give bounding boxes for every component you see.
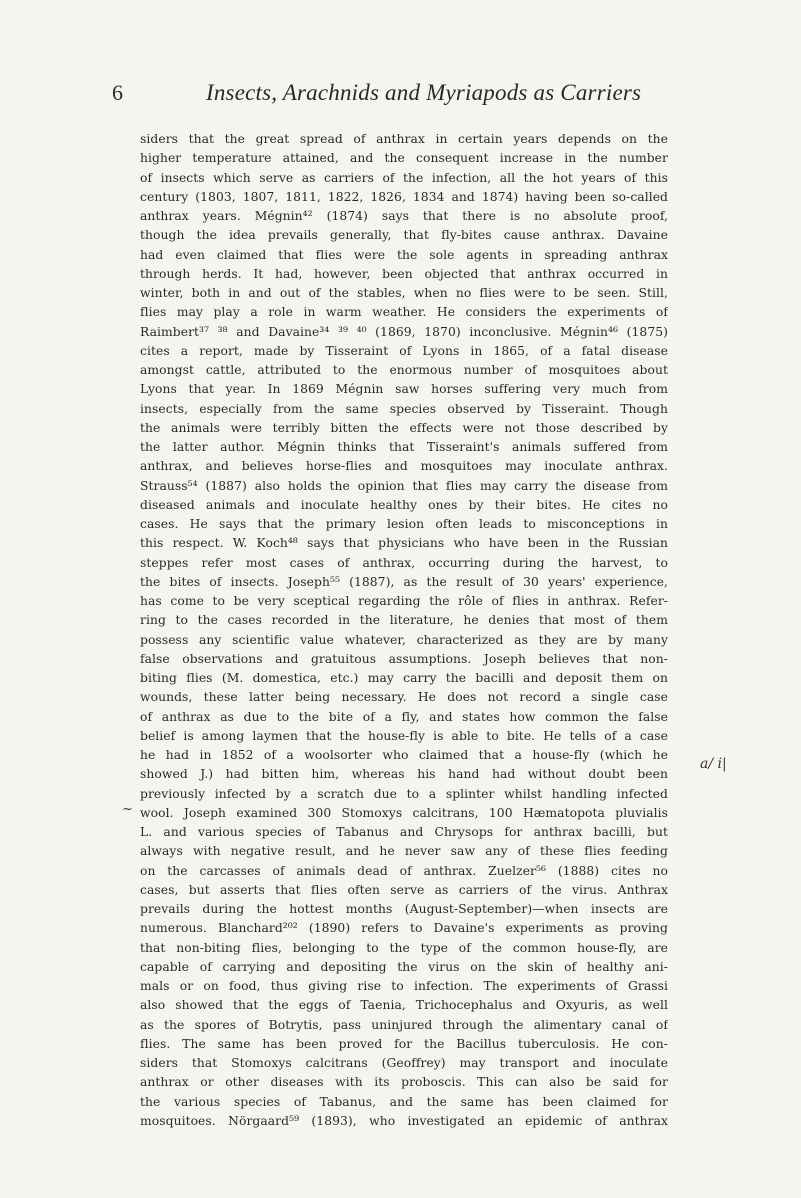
text-line: flies may play a role in warm weather. He considers the experiments of xyxy=(140,305,668,320)
text-line: anthrax years. Mégnin⁴² (1874) says that there is no absolute proof, xyxy=(140,209,668,223)
text-line: always with negative result, and he never saw any of these flies feeding xyxy=(140,844,668,859)
text-line: L. and various species of Tabanus and Chrysops for anthrax bacilli, but xyxy=(140,825,668,839)
page-number: 6 xyxy=(112,80,123,105)
text-line: cases, but asserts that flies often serve as carriers of the virus. Anthrax xyxy=(140,882,668,897)
text-line: wool. Joseph examined 300 Stomoxys calcitrans, 100 Hæmatopota pluvialis xyxy=(140,805,668,820)
text-line: false observations and gratuitous assumptions. Joseph believes that non- xyxy=(140,651,668,666)
text-line: the animals were terribly bitten the effects were not those described by xyxy=(140,420,668,435)
text-line: amongst cattle, attributed to the enormous number of mosquitoes about xyxy=(140,363,668,377)
handwritten-margin-mark: ~ xyxy=(122,802,133,817)
text-line: anthrax, and believes horse-flies and mosquitoes may inoculate anthrax. xyxy=(140,459,668,474)
text-line: cites a report, made by Tisseraint of Lyons in 1865, of a fatal disease xyxy=(140,343,668,358)
text-line: mals or on food, thus giving rise to infection. The experiments of Grassi xyxy=(140,979,668,993)
body-text xyxy=(140,130,668,1131)
text-line: through herds. It had, however, been objected that anthrax occurred in xyxy=(140,266,668,281)
text-line: the bites of insects. Joseph⁵⁵ (1887), as the result of 30 years' experience, xyxy=(140,574,668,589)
text-line: higher temperature attained, and the consequent increase in the number xyxy=(140,151,668,166)
text-line: numerous. Blanchard²⁰² (1890) refers to Davaine's experiments as proving xyxy=(140,921,668,936)
page-header xyxy=(112,80,672,108)
text-line: of insects which serve as carriers of the infection, all the hot years of this xyxy=(140,170,668,185)
text-line: showed J.) had bitten him, whereas his hand had without doubt been xyxy=(140,767,668,782)
text-line: century (1803, 1807, 1811, 1822, 1826, 1834 and 1874) having been so-called xyxy=(140,189,668,204)
text-line: though the idea prevails generally, that fly-bites cause anthrax. Davaine xyxy=(140,228,668,243)
text-line: had even claimed that flies were the sole agents in spreading anthrax xyxy=(140,247,668,262)
text-line: the various species of Tabanus, and the same has been claimed for xyxy=(140,1094,668,1109)
text-line: winter, both in and out of the stables, when no flies were to be seen. Still, xyxy=(140,286,668,300)
text-line: flies. The same has been proved for the Bacillus tuberculosis. He con- xyxy=(140,1036,668,1051)
text-line: possess any scientific value whatever, characterized as they are by many xyxy=(140,632,668,647)
text-line: diseased animals and inoculate healthy ones by their bites. He cites no xyxy=(140,497,668,512)
text-line: Raimbert³⁷ ³⁸ and Davaine³⁴ ³⁹ ⁴⁰ (1869, 1870) inconclusive. Mégnin⁴⁶ (1875) xyxy=(140,324,668,339)
text-line: on the carcasses of animals dead of anthrax. Zuelzer⁵⁶ (1888) cites no xyxy=(140,863,668,878)
text-line: biting flies (M. domestica, etc.) may carry the bacilli and deposit them on xyxy=(140,671,668,685)
text-line: capable of carrying and depositing the virus on the skin of healthy ani- xyxy=(140,959,668,974)
text-line: ring to the cases recorded in the literature, he denies that most of them xyxy=(140,613,668,628)
text-line: of anthrax as due to the bite of a fly, and states how common the false xyxy=(140,709,668,724)
text-line: steppes refer most cases of anthrax, occurring during the harvest, to xyxy=(140,555,668,570)
text-line: this respect. W. Koch⁴⁸ says that physicians who have been in the Russian xyxy=(140,536,668,551)
text-line: the latter author. Mégnin thinks that Tisseraint's animals suffered from xyxy=(140,440,668,454)
text-line: previously infected by a scratch due to a splinter whilst handling infected xyxy=(140,786,668,801)
text-line: insects, especially from the same species observed by Tisseraint. Though xyxy=(140,401,668,416)
handwritten-margin-correction: a/ i| xyxy=(700,756,727,772)
text-line: siders that Stomoxys calcitrans (Geoffrey) may transport and inoculate xyxy=(140,1056,668,1070)
text-line: as the spores of Botrytis, pass uninjured through the alimentary canal of xyxy=(140,1017,668,1032)
text-line: has come to be very sceptical regarding the rôle of flies in anthrax. Refer- xyxy=(140,594,668,608)
text-line: Strauss⁵⁴ (1887) also holds the opinion that flies may carry the disease from xyxy=(140,478,668,493)
text-line: belief is among laymen that the house-fly is able to bite. He tells of a case xyxy=(140,728,668,743)
text-line: he had in 1852 of a woolsorter who claimed that a house-fly (which he xyxy=(140,748,668,762)
text-line: anthrax or other diseases with its proboscis. This can also be said for xyxy=(140,1075,668,1090)
text-line: siders that the great spread of anthrax in certain years depends on the xyxy=(140,132,668,146)
text-line: prevails during the hottest months (August-September)—when insects are xyxy=(140,902,668,916)
text-line: wounds, these latter being necessary. He does not record a single case xyxy=(140,690,668,705)
text-line: also showed that the eggs of Taenia, Trichocephalus and Oxyuris, as well xyxy=(140,998,668,1013)
text-line: Lyons that year. In 1869 Mégnin saw horses suffering very much from xyxy=(140,382,668,397)
text-line: cases. He says that the primary lesion often leads to misconceptions in xyxy=(140,517,668,531)
text-line: that non-biting flies, belonging to the type of the common house-fly, are xyxy=(140,940,668,955)
running-title: Insects, Arachnids and Myriapods as Carriers xyxy=(206,80,642,105)
text-line: mosquitoes. Nörgaard⁵⁹ (1893), who investigated an epidemic of anthrax xyxy=(140,1113,668,1128)
